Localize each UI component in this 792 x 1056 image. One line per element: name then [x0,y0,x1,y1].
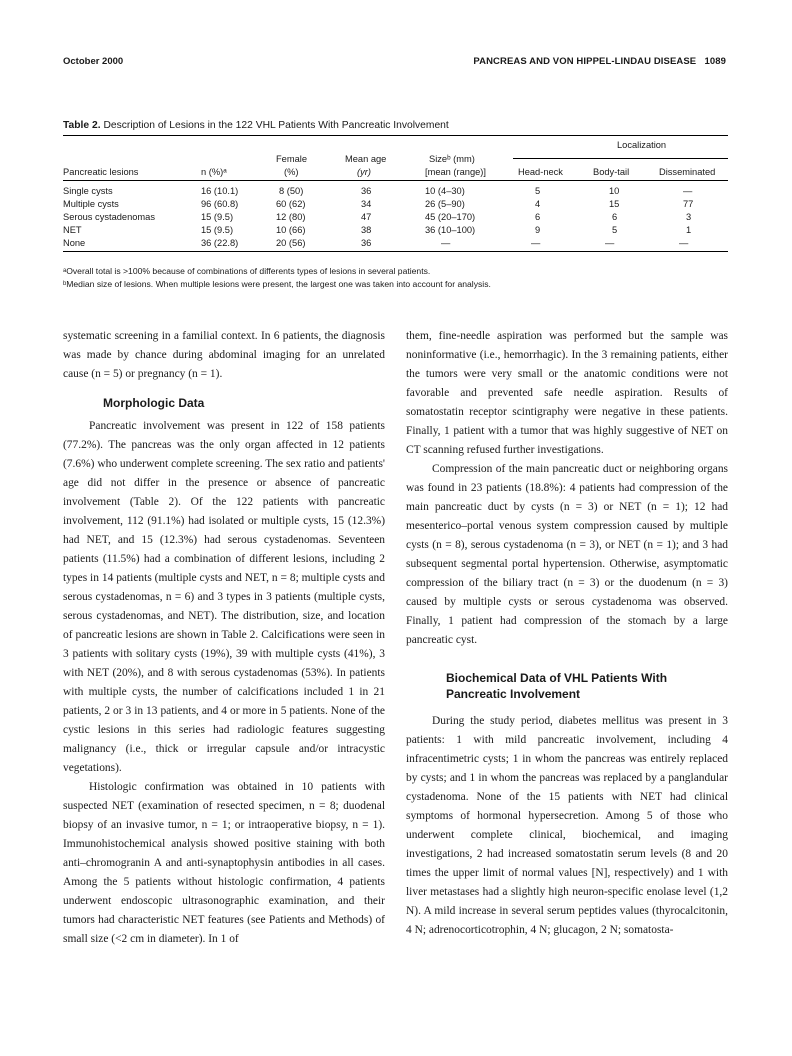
table-footnotes [63,265,728,290]
table-row-age: 38 [361,225,372,235]
table-row-lesion: Serous cystadenomas [63,212,155,222]
table-row-age: 47 [361,212,372,222]
left-column [63,327,385,949]
table-row-head: 4 [535,199,541,209]
table-row-head: 5 [535,186,541,196]
table-row-female: 60 (62) [276,199,306,209]
table-row-size: 26 (5–90) [425,199,465,209]
table-row-female: 8 (50) [279,186,304,196]
table-row-body: 10 [609,186,620,196]
footnote-a: ᵃOverall total is >100% because of combinations of differents types of lesions in several patients. [63,266,431,276]
table-row-diss: 1 [686,225,692,235]
paragraph-intro: systematic screening in a familial context. In 6 patients, the diagnosis was made by chance during abdominal imaging for an unrelated cause (n = 5) or pregnancy (n = 1). [63,330,385,380]
col-header-age-2: (yr) [357,167,371,177]
paragraph-histologic: Histologic confirmation was obtained in 10 patients with suspected NET (examination of resected specimen, n = 8; duodenal biopsy of an invasive tumor, n = 1; or intraoperative biopsy, n = 1). Immunohistochemical analysis showed positive staining with both anti–chromogranin A and anti-synaptophysin antibodies in all cases. Among the 5 patients without histologic confirmation, 4 patients underwent endoscopic ultrasonographic examination, and their tumors had characteristic NET features (see Patients and Methods) of small size (<2 cm in diameter). In 1 of [63,781,385,945]
table-row-lesion: None [63,238,86,248]
heading-morphologic-data: Morphologic Data [103,396,205,410]
table-row-head: 6 [535,212,541,222]
table-label: Table 2. [63,120,101,131]
table-row-size: 45 (20–170) [425,212,476,222]
col-header-female-2: (%) [284,167,299,177]
table-row-diss: — [679,238,689,248]
table-row-n: 16 (10.1) [201,186,239,196]
table-row-age: 36 [361,238,372,248]
table-row-n: 15 (9.5) [201,225,234,235]
paragraph-morphologic: Pancreatic involvement was present in 122 of 158 patients (77.2%). The pancreas was the only organ affected in 12 patients (7.6%) who underwent complete screening. The sex ratio and patients' age did not differ in the presence or absence of pancreatic involvement (Table 2). Of the 122 patients with pancreatic involvement, 112 (91.1%) had isolated or multiple cysts, 15 (12.3%) had NET, and 15 (12.3%) had serous cystadenomas. Seventeen patients (11.5%) had a combination of different lesions, including 2 types in 14 patients (multiple cysts and NET, n = 8; multiple cysts and serous cystadenomas, n = 6) and 3 types in 3 patients (multiple cysts, serous cystadenomas, and NET). The distribution, size, and location of pancreatic lesions are shown in Table 2. Calcifications were seen in 3 patients with solitary cysts (19%), 39 with multiple cysts (41%), 3 with NET (20%), and 8 with serous cystadenomas (53%). In patients with multiple cysts, the number of calcifications included 1 in 21 patients, 2 or 3 in 13 patients, and 4 or more in 5 patients. None of the cystic lesions in this series had radiologic features suggesting malignancy (i.e., thick or irregular capsule and/or intracystic vegetations). [63,420,385,774]
table-row-female: 10 (66) [276,225,306,235]
table-row-diss: 3 [686,212,692,222]
table-row-age: 34 [361,199,372,209]
table-row-diss: — [683,186,693,196]
table-row-lesion: Multiple cysts [63,199,119,209]
table-row-female: 20 (56) [276,238,306,248]
table-row-female: 12 (80) [276,212,306,222]
table-row-head: 9 [535,225,541,235]
lesions-table [63,0,728,260]
paragraph-compression: Compression of the main pancreatic duct or neighboring organs was found in 23 patients (18.8%): 4 patients had compression of the main pancreatic duct by cysts (n = 3) or NET (n = 1); 12 had mesenterico–portal venous system compression caused by multiple cysts (n = 8), serous cystadenoma (n = 3), or NET (n = 1); and 3 had subsequent segmental portal hypertension. Otherwise, asymptomatic compression of the biliary tract (n = 3) or the duodenum (n = 3) caused by multiple cysts or serous cystadenoma was observed. Finally, 1 patient had compression of the stomach by a large pancreatic cyst. [406,463,728,646]
table-row-body: 15 [609,199,620,209]
table-row-n: 15 (9.5) [201,212,234,222]
table-row-age: 36 [361,186,372,196]
right-column [406,327,728,940]
col-header-head-neck: Head-neck [518,167,563,177]
table-caption: Description of Lesions in the 122 VHL Patients With Pancreatic Involvement [103,120,449,131]
table-row-n: 36 (22.8) [201,238,239,248]
col-header-size-2: [mean (range)] [425,167,486,177]
paragraph-biochemical: During the study period, diabetes mellitus was present in 3 patients: 1 with mild pancreatic involvement, including 4 infracentimetric cysts; 1 in whom the pancreas was entirely replaced by cysts; and 1 in whom the pancreas was replaced by a panglandular cystadenoma. None of the 15 patients with NET had clinical symptoms of hormonal hypersecretion. Among 5 of those who underwent complete clinical, biochemical, and imaging investigations, 2 had increased somatostatin serum levels (8 and 20 times the upper limit of normal values [N], respectively) and 1 with liver metastases had a slightly high neuron-specific enolase level (1,2 N). A mild increase in several serum peptides values (thyrocalcitonin, 4 N; adrenocorticotrophin, 4 N; glucagon, 2 N; somatosta- [406,715,728,936]
col-header-female-1: Female [276,154,308,164]
col-header-body-tail: Body-tail [593,167,630,177]
col-header-lesions: Pancreatic lesions [63,167,139,177]
table-row-n: 96 (60.8) [201,199,239,209]
col-header-n: n (%)ᵃ [201,167,227,177]
localization-header: Localization [617,140,667,150]
table-row-head: — [531,238,541,248]
heading-biochemical-data: Biochemical Data of VHL Patients With Pancreatic Involvement [446,671,668,701]
table-row-body: 6 [612,212,618,222]
footnote-b: ᵇMedian size of lesions. When multiple lesions were present, the largest one was taken into account for analysis. [63,278,491,289]
table-row-lesion: NET [63,225,82,235]
col-header-disseminated: Disseminated [659,167,716,177]
col-header-size-1: Sizeᵇ (mm) [429,154,475,164]
running-head-date: October 2000 [63,56,124,67]
table-row-diss: 77 [683,199,694,209]
table-row-size: 36 (10–100) [425,225,476,235]
table-row-lesion: Single cysts [63,186,113,196]
table-row-body: 5 [612,225,618,235]
running-head-journal: PANCREAS AND VON HIPPEL-LINDAU DISEASE 1089 [473,56,726,67]
table-row-body: — [605,238,615,248]
table-row-size: 10 (4–30) [425,186,465,196]
paragraph-continued: them, fine-needle aspiration was performed but the sample was noninformative (i.e., hemorrhagic). In the 3 remaining patients, either the tumors were very small or the anatomic conditions were not favorable and prevented safe needle aspiration. Results of somatostatin receptor scintigraphy were negative in these patients. Finally, 1 patient with a tumor that was highly suggestive of NET on CT scanning refused further investigations. [406,330,728,456]
table-row-size: — [441,238,451,248]
col-header-age-1: Mean age [345,154,387,164]
